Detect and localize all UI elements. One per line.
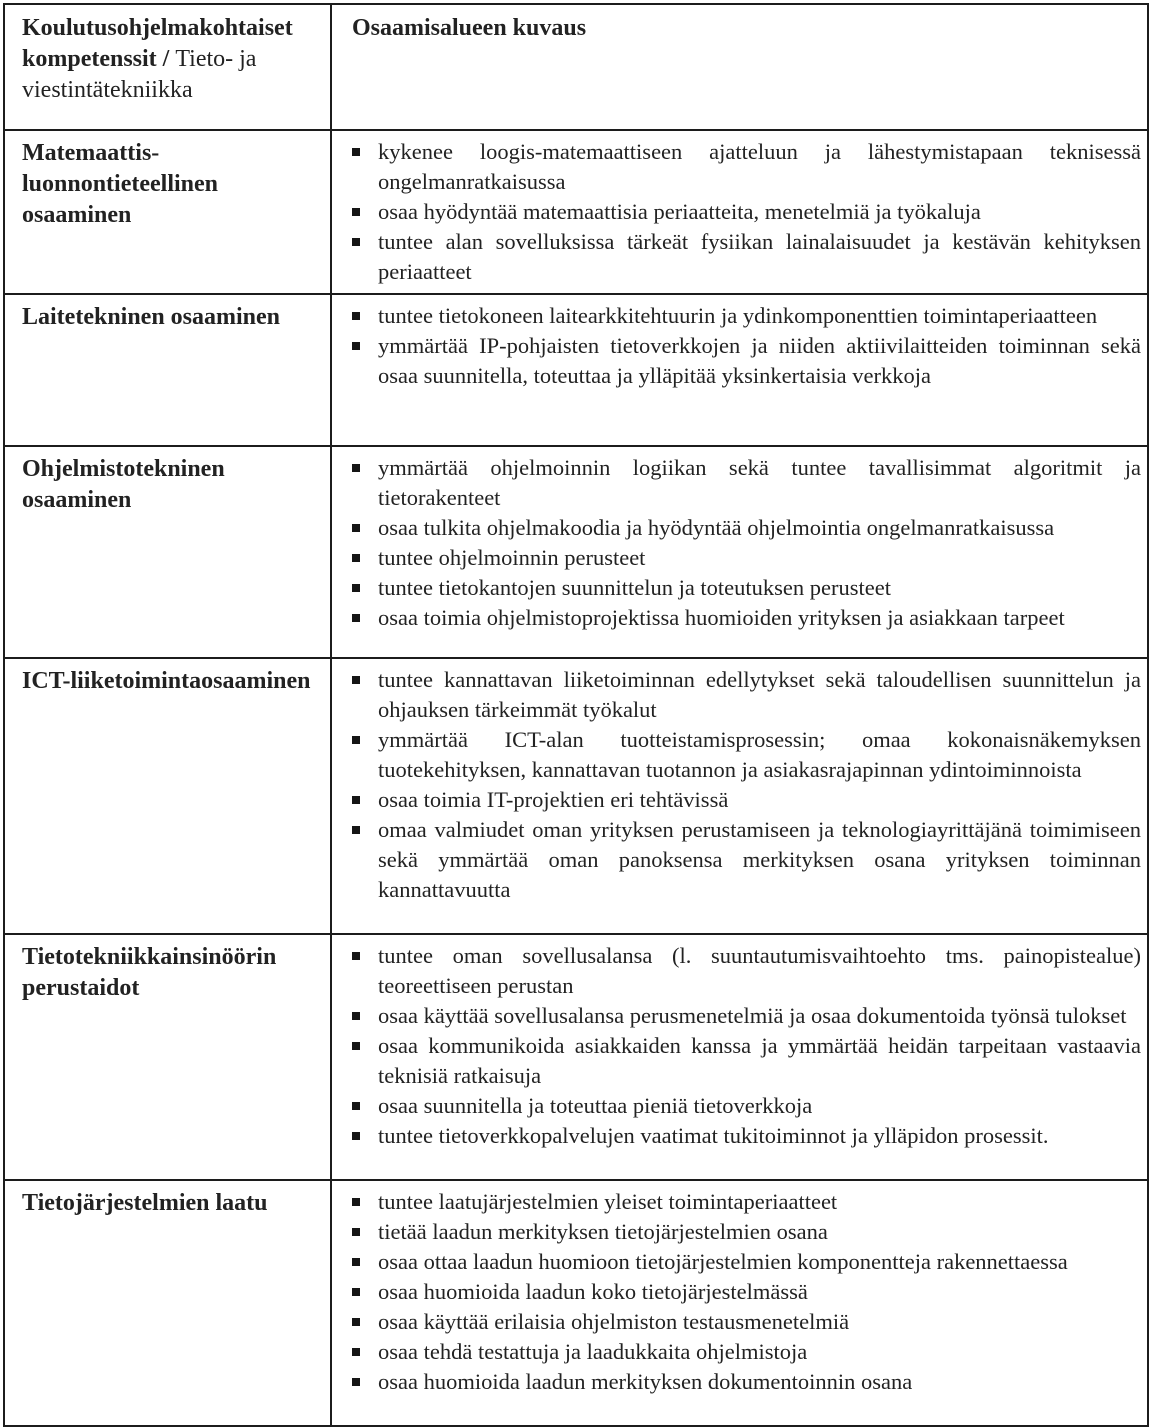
bullet-text: tuntee kannattavan liiketoiminnan edellytykset sekä taloudellisen suunnittelun ja ohjauksen tärkeimmät työkalut [378, 667, 1141, 722]
competence-column-header [4, 4, 331, 130]
bullet-item [352, 543, 1141, 573]
bullet-item [352, 331, 1141, 391]
bullet-text: osaa toimia ohjelmistoprojektissa huomioiden yrityksen ja asiakkaan tarpeet [378, 605, 1065, 630]
square-bullet-icon [352, 826, 360, 834]
competence-header-programme-text: Tieto- ja viestintätekniikka [22, 46, 257, 103]
competence-row [4, 294, 1148, 446]
bullet-text: osaa tehdä testattuja ja laadukkaita ohjelmistoja [378, 1339, 808, 1364]
bullet-item [352, 1001, 1141, 1031]
square-bullet-icon [352, 1012, 360, 1020]
bullet-item [352, 941, 1141, 1001]
square-bullet-icon [352, 524, 360, 532]
square-bullet-icon [352, 736, 360, 744]
competence-name: Ohjelmistotekninen osaaminen [4, 446, 331, 658]
bullet-text: tuntee alan sovelluksissa tärkeät fysiikan lainalaisuudet ja kestävän kehityksen periaatteet [378, 229, 1141, 284]
square-bullet-icon [352, 1198, 360, 1206]
bullet-item [352, 1187, 1141, 1217]
bullet-item [352, 573, 1141, 603]
competence-name: Tietojärjestelmien laatu [4, 1180, 331, 1426]
square-bullet-icon [352, 1102, 360, 1110]
bullet-text: tuntee laatujärjestelmien yleiset toimintaperiaatteet [378, 1189, 838, 1214]
square-bullet-icon [352, 676, 360, 684]
bullet-text: osaa huomioida laadun koko tietojärjestelmässä [378, 1279, 808, 1304]
square-bullet-icon [352, 796, 360, 804]
competence-name: Laitetekninen osaaminen [4, 294, 331, 446]
competence-header-bold-text: Koulutusohjelmakohtaiset kompetenssit / [22, 15, 293, 72]
description-column-header [331, 4, 1148, 130]
competence-description-cell [331, 446, 1148, 658]
bullet-text: omaa valmiudet oman yrityksen perustamiseen ja teknologiayrittäjänä toimimiseen sekä ymmärtää oman panoksensa merkityksen osana yrityksen toiminnan kannattavuutta [378, 817, 1141, 902]
competence-row [4, 934, 1148, 1180]
bullet-text: osaa käyttää erilaisia ohjelmiston testausmenetelmiä [378, 1309, 850, 1334]
bullet-text: osaa huomioida laadun merkityksen dokumentoinnin osana [378, 1369, 913, 1394]
square-bullet-icon [352, 554, 360, 562]
square-bullet-icon [352, 1348, 360, 1356]
square-bullet-icon [352, 1288, 360, 1296]
bullet-item [352, 1217, 1141, 1247]
bullet-text: tuntee oman sovellusalansa (l. suuntautumisvaihtoehto tms. painopistealue) teoreettiseen perustan [378, 943, 1141, 998]
bullet-text: osaa hyödyntää matemaattisia periaatteita, menetelmiä ja työkaluja [378, 199, 981, 224]
bullet-text: ymmärtää ICT-alan tuotteistamisprosessin; omaa kokonaisnäkemyksen tuotekehityksen, kannattavan tuotannon ja asiakasrajapinnan ydintoiminnoista [378, 727, 1141, 782]
bullet-item [352, 1367, 1141, 1397]
bullet-item [352, 1307, 1141, 1337]
square-bullet-icon [352, 614, 360, 622]
square-bullet-icon [352, 1258, 360, 1266]
bullet-item [352, 1091, 1141, 1121]
competence-name: Matemaattis-luonnontieteellinen osaaminen [4, 130, 331, 294]
bullet-text: tuntee tietokoneen laitearkkitehtuurin ja ydinkomponenttien toimintaperiaatteen [378, 303, 1098, 328]
bullet-item [352, 1247, 1141, 1277]
competence-description-cell [331, 658, 1148, 934]
bullet-text: tuntee ohjelmoinnin perusteet [378, 545, 646, 570]
square-bullet-icon [352, 312, 360, 320]
bullet-text: tuntee tietokantojen suunnittelun ja toteutuksen perusteet [378, 575, 891, 600]
description-header-text: Osaamisalueen kuvaus [352, 15, 587, 41]
bullet-item [352, 1277, 1141, 1307]
square-bullet-icon [352, 1042, 360, 1050]
bullet-item [352, 785, 1141, 815]
bullet-item [352, 513, 1141, 543]
bullet-list [332, 301, 1141, 391]
bullet-list [332, 1187, 1141, 1397]
competence-name: ICT-liiketoimintaosaaminen [4, 658, 331, 934]
competence-row [4, 130, 1148, 294]
bullet-item [352, 227, 1141, 287]
competence-description-cell [331, 294, 1148, 446]
competence-row [4, 1180, 1148, 1426]
competence-description-cell [331, 130, 1148, 294]
bullet-list [332, 665, 1141, 905]
bullet-item [352, 1031, 1141, 1091]
bullet-item [352, 197, 1141, 227]
bullet-item [352, 301, 1141, 331]
bullet-item [352, 453, 1141, 513]
square-bullet-icon [352, 1132, 360, 1140]
bullet-list [332, 941, 1141, 1151]
bullet-item [352, 1121, 1141, 1151]
competence-row [4, 658, 1148, 934]
square-bullet-icon [352, 1228, 360, 1236]
bullet-list [332, 453, 1141, 633]
square-bullet-icon [352, 238, 360, 246]
competence-description-cell [331, 934, 1148, 1180]
bullet-text: osaa käyttää sovellusalansa perusmenetelmiä ja osaa dokumentoida työnsä tulokset [378, 1003, 1127, 1028]
bullet-item [352, 815, 1141, 905]
bullet-item [352, 603, 1141, 633]
bullet-text: osaa kommunikoida asiakkaiden kanssa ja ymmärtää heidän tarpeitaan vastaavia teknisiä ratkaisuja [378, 1033, 1141, 1088]
bullet-text: kykenee loogis-matemaattiseen ajatteluun ja lähestymistapaan teknisessä ongelmanratkaisussa [378, 139, 1141, 194]
square-bullet-icon [352, 464, 360, 472]
bullet-text: ymmärtää ohjelmoinnin logiikan sekä tuntee tavallisimmat algoritmit ja tietorakenteet [378, 455, 1141, 510]
bullet-item [352, 725, 1141, 785]
competence-name: Tietotekniikkainsinöörin perustaidot [4, 934, 331, 1180]
bullet-list [332, 137, 1141, 287]
bullet-text: tietää laadun merkityksen tietojärjestelmien osana [378, 1219, 828, 1244]
square-bullet-icon [352, 952, 360, 960]
bullet-text: osaa ottaa laadun huomioon tietojärjestelmien komponentteja rakennettaessa [378, 1249, 1068, 1274]
bullet-item [352, 137, 1141, 197]
bullet-item [352, 1337, 1141, 1367]
bullet-text: osaa suunnitella ja toteuttaa pieniä tietoverkkoja [378, 1093, 813, 1118]
bullet-text: osaa tulkita ohjelmakoodia ja hyödyntää ohjelmointia ongelmanratkaisussa [378, 515, 1055, 540]
bullet-text: ymmärtää IP-pohjaisten tietoverkkojen ja niiden aktiivilaitteiden toiminnan sekä osaa suunnitella, toteuttaa ja ylläpitää yksinkertaisia verkkoja [378, 333, 1141, 388]
header-row [4, 4, 1148, 130]
square-bullet-icon [352, 1318, 360, 1326]
square-bullet-icon [352, 208, 360, 216]
bullet-item [352, 665, 1141, 725]
bullet-text: osaa toimia IT-projektien eri tehtävissä [378, 787, 729, 812]
square-bullet-icon [352, 1378, 360, 1386]
bullet-text: tuntee tietoverkkopalvelujen vaatimat tukitoiminnot ja ylläpidon prosessit. [378, 1123, 1049, 1148]
square-bullet-icon [352, 584, 360, 592]
competence-row [4, 446, 1148, 658]
square-bullet-icon [352, 148, 360, 156]
competence-table [3, 3, 1149, 1427]
competence-description-cell [331, 1180, 1148, 1426]
square-bullet-icon [352, 342, 360, 350]
